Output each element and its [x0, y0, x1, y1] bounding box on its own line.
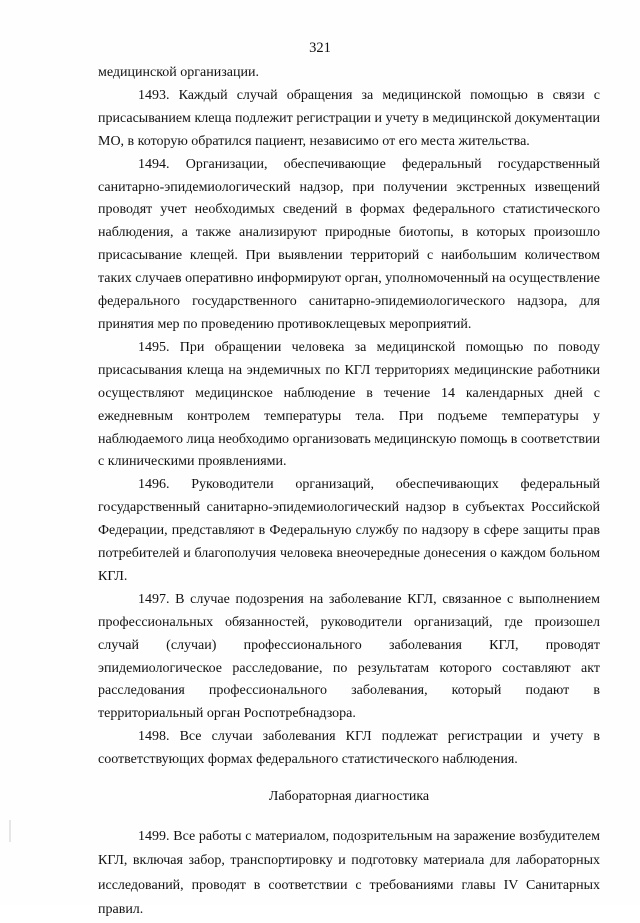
- paragraph-1493: 1493. Каждый случай обращения за медицинской помощью в связи с присасыванием клеща подлежит регистрации и учету в медицинской документации МО, в которую обратился пациент, независимо от его места жительства.: [98, 87, 600, 149]
- paragraph-1496: 1496. Руководители организаций, обеспечивающих федеральный государственный санитарно-эпидемиологический надзор в субъектах Российской Федерации, представляют в Федеральную службу по надзору в сфере защиты прав потребителей и благополучия человека внеочередные донесения о каждом больном КГЛ.: [98, 477, 600, 584]
- scan-edge-mark: [9, 820, 11, 842]
- section-heading: Лабораторная диагностика: [268, 789, 430, 805]
- paragraph-continuation: медицинской организации.: [98, 65, 259, 80]
- page-number: 321: [309, 40, 331, 56]
- paragraph-1498: 1498. Все случаи заболевания КГЛ подлежат регистрации и учету в соответствующих формах федерального статистического наблюдения.: [98, 729, 600, 768]
- document-body: [98, 62, 600, 923]
- paragraph-1499: 1499. Все работы с материалом, подозрительным на заражение возбудителем КГЛ, включая забор, транспортировку и подготовку материала для лабораторных исследований, проводят в соответствии с требованиями главы IV Санитарных правил.: [98, 829, 600, 918]
- paragraph-1497: 1497. В случае подозрения на заболевание КГЛ, связанное с выполнением профессиональных обязанностей, руководители организаций, где произошел случай (случаи) профессионального заболевания КГЛ, проводят эпидемиологическое расследование, по результатам которого составляют акт расследования профессионального заболевания, который подают в территориальный орган Роспотребнадзора.: [98, 591, 600, 722]
- paragraph-1495: 1495. При обращении человека за медицинской помощью по поводу присасывания клеща на эндемичных по КГЛ территориях медицинские работники осуществляют медицинское наблюдение в течение 14 календарных дней с ежедневным контролем температуры тела. При подъеме температуры у наблюдаемого лица необходимо организовать медицинскую помощь в соответствии с клиническими проявлениями.: [98, 339, 600, 470]
- paragraph-1494: 1494. Организации, обеспечивающие федеральный государственный санитарно-эпидемиологический надзор, при получении экстренных извещений проводят учет необходимых сведений в формах федерального статистического наблюдения, а также анализируют природные биотопы, в которых произошло присасывание клещей. При выявлении территорий с наибольшим количеством таких случаев оперативно информируют орган, уполномоченный на осуществление федерального государственного санитарно-эпидемиологического надзора, для принятия мер по проведению противоклещевых мероприятий.: [98, 156, 600, 332]
